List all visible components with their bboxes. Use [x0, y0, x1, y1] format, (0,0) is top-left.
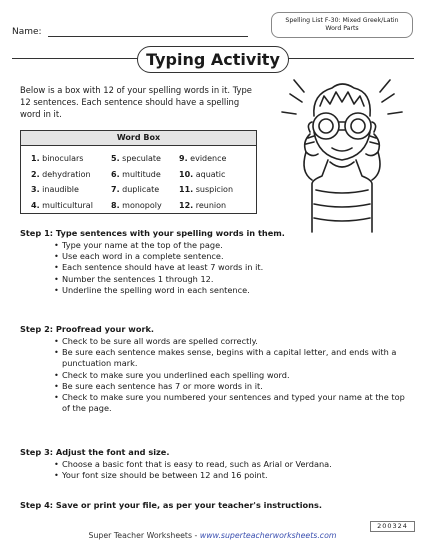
page-title: Typing Activity [137, 46, 289, 73]
list-item: • Type your name at the top of the page. [62, 240, 410, 251]
child-with-binoculars-icon [272, 72, 412, 234]
footer-text: Super Teacher Worksheets - [88, 531, 200, 540]
step-3 [20, 447, 410, 481]
name-label: Name: [12, 27, 42, 37]
intro-text: Below is a box with 12 of your spelling words in it. Type 12 sentences. Each sentence should have a spelling word in it. [20, 85, 252, 120]
word-entry: 9. evidence [179, 154, 227, 163]
spelling-list-line1: Spelling List F-30: Mixed Greek/Latin [285, 16, 399, 24]
footer [0, 531, 425, 540]
word-entry: 11. suspicion [179, 185, 234, 194]
step-1 [20, 228, 410, 296]
word-entry: 2. dehydration [31, 169, 91, 179]
word-entry: 12. reunion [179, 200, 227, 210]
step-title: Step 2: Proofread your work. [20, 324, 155, 334]
list-item: • Choose a basic font that is easy to read, such as Arial or Verdana. [62, 459, 410, 470]
list-item: • Be sure each sentence makes sense, begins with a capital letter, and ends with a punctuation mark. [62, 347, 410, 369]
word-entry: 10. aquatic [179, 169, 226, 179]
word-entry: 1. binoculars [31, 154, 84, 163]
word-entry: 4. multicultural [31, 200, 93, 210]
list-item: • Use each word in a complete sentence. [62, 251, 410, 262]
step-list [20, 240, 410, 296]
word-box-heading: Word Box [21, 131, 256, 146]
list-item: • Each sentence should have at least 7 words in it. [62, 262, 410, 273]
word-column [31, 151, 111, 213]
list-item: • Be sure each sentence has 7 or more words in it. [62, 381, 410, 392]
list-item: • Check to make sure you underlined each spelling word. [62, 370, 410, 381]
spelling-list-badge [271, 12, 413, 38]
list-item: • Your font size should be between 12 and 16 point. [62, 470, 410, 481]
step-title: Step 1: Type sentences with your spelling words in them. [20, 228, 285, 238]
word-entry: 7. duplicate [111, 185, 160, 194]
step-4 [20, 500, 410, 512]
word-entry: 6. multitude [111, 169, 161, 179]
list-item: • Check to be sure all words are spelled correctly. [62, 336, 410, 347]
word-entry: 5. speculate [111, 154, 161, 163]
step-list [20, 459, 410, 481]
word-column [111, 151, 179, 213]
list-item: • Check to make sure you numbered your sentences and typed your name at the top of the page. [62, 392, 410, 414]
word-entry: 3. inaudible [31, 185, 79, 194]
footer-link[interactable]: www.superteacherworksheets.com [199, 531, 337, 540]
step-title: Step 3: Adjust the font and size. [20, 447, 170, 457]
step-2 [20, 324, 410, 414]
step-title: Step 4: Save or print your file, as per your teacher's instructions. [20, 500, 322, 510]
word-entry: 8. monopoly [111, 200, 162, 210]
spelling-list-line2: Word Parts [325, 25, 359, 32]
word-box [20, 130, 257, 214]
list-item: • Underline the spelling word in each sentence. [62, 285, 410, 296]
word-column [179, 151, 254, 213]
step-list [20, 336, 410, 414]
worksheet-code: 200324 [370, 521, 415, 532]
list-item: • Number the sentences 1 through 12. [62, 274, 410, 285]
word-grid [21, 146, 256, 213]
name-line [48, 36, 248, 37]
